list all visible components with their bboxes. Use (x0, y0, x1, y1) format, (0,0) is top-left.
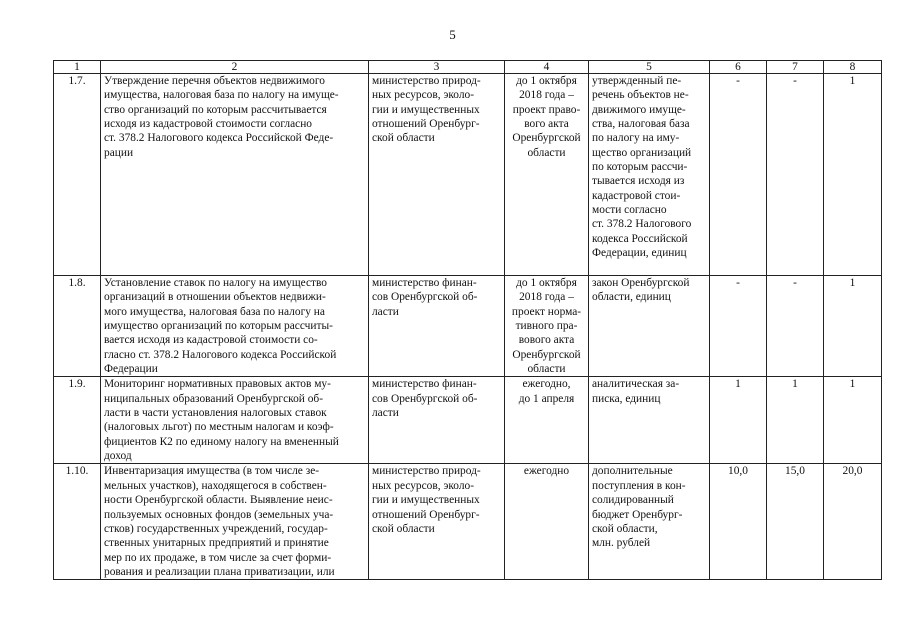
item-number: 1.7. (54, 74, 101, 276)
text-line: до 1 октября (516, 277, 577, 289)
action-cell (101, 377, 369, 464)
text-line: ежегодно (523, 465, 570, 478)
column-number-header: 3 (369, 61, 505, 74)
text-line: солидированный (592, 494, 674, 507)
table-row (54, 464, 882, 580)
page-number: 5 (449, 27, 456, 42)
text-line: до 1 апреля (518, 392, 575, 405)
text-line: дополнительные (592, 465, 673, 478)
text-line: отношений Оренбург- (372, 508, 480, 521)
value-cell-col7: 1 (767, 377, 824, 464)
executor-cell (369, 464, 505, 580)
text-line: стков) государственных учреждений, государ- (104, 522, 328, 535)
value-cell-col7: 15,0 (767, 464, 824, 580)
text-line: ласти в части установления налоговых ставок (104, 407, 327, 420)
text-line: 2018 года – (519, 89, 574, 102)
text-line: пользуемых основных фондов (земельных уча- (104, 508, 334, 521)
table-row (54, 74, 882, 276)
column-number-header: 8 (824, 61, 882, 74)
text-line: тывается исходя из (592, 175, 685, 188)
text-line: министерство природ- (372, 465, 481, 478)
table-row (54, 377, 882, 464)
text-line: мого имущества, налоговая база по налогу на (104, 305, 325, 318)
text-line: ской области (372, 132, 435, 145)
text-line: рации (104, 146, 134, 159)
text-line: по налогу на иму- (592, 132, 680, 145)
column-number-header: 5 (589, 61, 710, 74)
text-line: сов Оренбургской об- (372, 392, 478, 405)
text-line: имущества, налоговая база по налогу на имуще- (104, 89, 339, 102)
text-line: ской области, (592, 522, 658, 535)
value-cell-col6: - (710, 74, 767, 276)
text-line: ных ресурсов, эколо- (372, 89, 475, 102)
text-line: гии и имущественных (372, 494, 480, 507)
text-line: проект норма- (511, 305, 582, 318)
text-line: ности Оренбургской области. Выявление неис- (104, 494, 333, 507)
text-line: кадастровой стои- (592, 189, 681, 202)
deadline-cell (505, 377, 589, 464)
value-cell-col8: 1 (824, 377, 882, 464)
text-line: ласти (372, 407, 399, 420)
text-line: аналитическая за- (592, 378, 680, 391)
action-cell (101, 74, 369, 276)
deadline-cell (505, 464, 589, 580)
text-line: щество организаций (592, 146, 692, 159)
text-line: Утверждение перечня объектов недвижимого (104, 75, 325, 87)
item-number: 1.10. (54, 464, 101, 580)
text-line: ниципальных образований Оренбургской об- (104, 392, 324, 405)
text-line: Оренбургской (512, 348, 581, 361)
value-cell-col7: - (767, 74, 824, 276)
text-line: ство организаций по которым рассчитывается (104, 103, 327, 116)
text-line: ст. 378.2 Налогового кодекса Российской Феде- (104, 132, 334, 145)
text-line: ных ресурсов, эколо- (372, 479, 475, 492)
value-cell-col7: - (767, 276, 824, 377)
deadline-cell (505, 276, 589, 377)
text-line: (налоговых льгот) по местным налогам и коэф- (104, 421, 334, 434)
text-line: фициентов К2 по единому налогу на вмененный (104, 435, 339, 448)
text-line: имущество организаций по которым рассчиты- (104, 320, 333, 333)
text-line: утвержденный пе- (592, 75, 682, 87)
text-line: ства, налоговая база (592, 118, 690, 131)
text-line: по которым рассчи- (592, 161, 688, 174)
result-cell (589, 276, 710, 377)
item-number: 1.9. (54, 377, 101, 464)
text-line: исходя из кадастровой стоимости согласно (104, 118, 312, 131)
text-line: 2018 года – (519, 291, 574, 304)
text-line: гии и имущественных (372, 103, 480, 116)
text-line: гласно ст. 378.2 Налогового кодекса Российской (104, 348, 337, 361)
text-line: млн. рублей (592, 537, 651, 550)
text-line: отношений Оренбург- (372, 118, 480, 131)
text-line: области, единиц (592, 291, 671, 304)
text-line: вового акта (518, 334, 575, 347)
text-line: ласти (372, 305, 399, 318)
value-cell-col8: 1 (824, 276, 882, 377)
result-cell (589, 377, 710, 464)
text-line: мости согласно (592, 204, 667, 217)
text-line: кодекса Российской (592, 232, 688, 245)
text-line: рования и реализации плана приватизации, или (104, 565, 335, 578)
text-line: речень объектов не- (592, 89, 689, 102)
deadline-cell (505, 74, 589, 276)
text-line: поступления в кон- (592, 479, 686, 492)
text-line: закон Оренбургской (592, 277, 690, 289)
text-line: области (527, 146, 566, 159)
text-line: организаций в отношении объектов недвижи- (104, 291, 326, 304)
text-line: движимого имуще- (592, 103, 686, 116)
text-line: тивного пра- (515, 320, 578, 333)
text-line: до 1 октября (516, 75, 577, 87)
text-line: доход (104, 450, 132, 463)
plan-table (53, 60, 882, 580)
text-line: министерство природ- (372, 75, 481, 87)
text-line: Федерации, единиц (592, 247, 687, 260)
text-line: сов Оренбургской об- (372, 291, 478, 304)
item-number: 1.8. (54, 276, 101, 377)
result-cell (589, 74, 710, 276)
text-line: ежегодно, (522, 378, 571, 391)
action-cell (101, 464, 369, 580)
column-number-header: 6 (710, 61, 767, 74)
text-line: Федерации (104, 363, 158, 376)
text-line: ской области (372, 522, 435, 535)
text-line: бюджет Оренбург- (592, 508, 683, 521)
action-cell (101, 276, 369, 377)
table-header-row (54, 61, 882, 74)
value-cell-col8: 1 (824, 74, 882, 276)
text-line: министерство финан- (372, 378, 477, 391)
text-line: писка, единиц (592, 392, 661, 405)
text-line: ственных унитарных предприятий и принятие (104, 537, 329, 550)
text-line: министерство финан- (372, 277, 477, 289)
column-number-header: 7 (767, 61, 824, 74)
text-line: мельных участков), находящегося в собствен- (104, 479, 327, 492)
table-row (54, 276, 882, 377)
value-cell-col6: 10,0 (710, 464, 767, 580)
text-line: мер по их продаже, в том числе за счет форми- (104, 551, 332, 564)
text-line: Установление ставок по налогу на имущество (104, 277, 328, 289)
text-line: вого акта (524, 118, 569, 131)
value-cell-col6: - (710, 276, 767, 377)
column-number-header: 1 (54, 61, 101, 74)
text-line: проект право- (512, 103, 581, 116)
text-line: вается исходя из кадастровой стоимости со- (104, 334, 318, 347)
result-cell (589, 464, 710, 580)
column-number-header: 2 (101, 61, 369, 74)
value-cell-col6: 1 (710, 377, 767, 464)
executor-cell (369, 74, 505, 276)
value-cell-col8: 20,0 (824, 464, 882, 580)
executor-cell (369, 276, 505, 377)
text-line: области (527, 363, 566, 376)
text-line: ст. 378.2 Налогового (592, 218, 692, 231)
text-line: Мониторинг нормативных правовых актов му- (104, 378, 331, 391)
executor-cell (369, 377, 505, 464)
column-number-header: 4 (505, 61, 589, 74)
text-line: Инвентаризация имущества (в том числе зе- (104, 465, 320, 478)
text-line: Оренбургской (512, 132, 581, 145)
